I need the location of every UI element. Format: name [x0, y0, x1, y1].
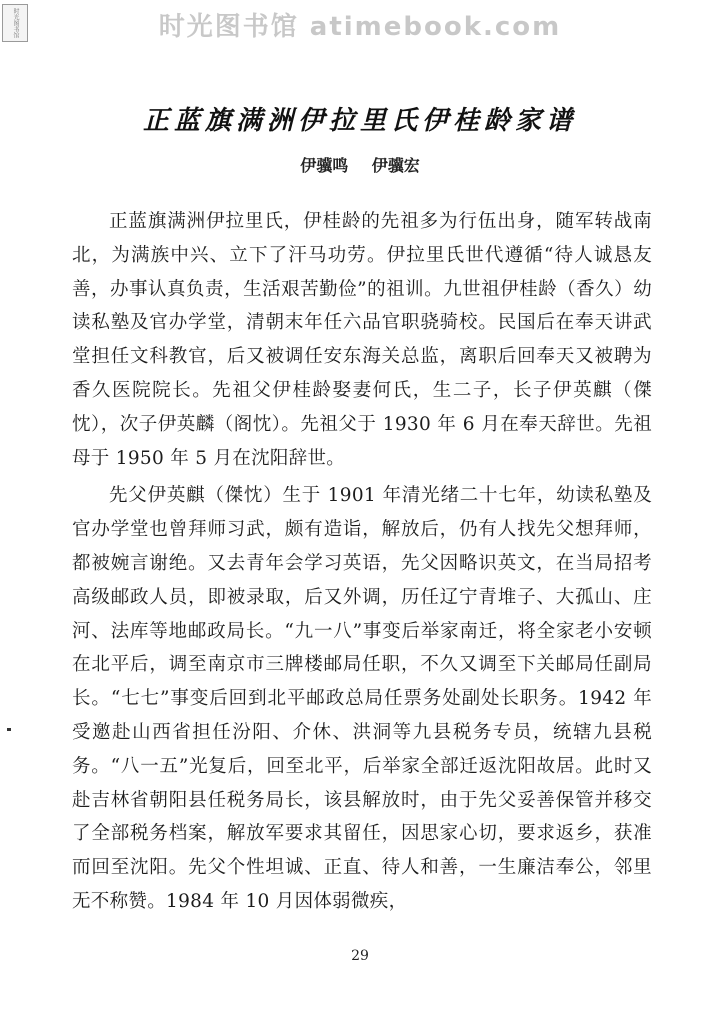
page-number: 29: [351, 948, 369, 964]
watermark-text: 时光图书馆 atimebook.com: [158, 12, 562, 42]
page-title: 正蓝旗满洲伊拉里氏伊桂龄家谱: [142, 106, 577, 137]
paragraph: 先父伊英麒（傑忱）生于 1901 年清光绪二十七年，幼读私塾及官办学堂也曾拜师习武，颇有造诣，解放后，仍有人找先父想拜师，都被婉言谢绝。又去青年会学习英语，先父因略识英文，在当局招考高级邮政人员，即被录取，后又外调，历任辽宁青堆子、大孤山、庄河、法库等地邮政局长。“九一八”事变后举家南迁，将全家老小安顿在北平后，调至南京市三牌楼邮局任职，不久又调至下关邮局任副局长。“七七”事变后回到北平邮政总局任票务处副处长职务。1942 年受邀赴山西省担任汾阳、介休、洪洞等九县税务专员，统辖九县税务。“八一五”光复后，回至北平，后举家全部迁返沈阳故居。此时又赴吉林省朝阳县任税务局长，该县解放时，由于先父妥善保管并移交了全部税务档案，解放军要求其留任，因思家心切，要求返乡，获准而回至沈阳。先父个性坦诚、正直、待人和善，一生廉洁奉公，邻里无不称赞。1984 年 10 月因体弱微疾，: [72, 485, 652, 912]
author-name: 伊骥鸣: [300, 156, 349, 175]
watermark-bar: [0, 0, 720, 48]
paragraph: 正蓝旗满洲伊拉里氏，伊桂龄的先祖多为行伍出身，随军转战南北，为满族中兴、立下了汗马功劳。伊拉里氏世代遵循“待人诚恳友善，办事认真负责，生活艰苦勤俭”的祖训。九世祖伊桂龄（香久）幼读私塾及官办学堂，清朝末年任六品官职骁骑校。民国后在奉天讲武堂担任文科教官，后又被调任安东海关总监，离职后回奉天又被聘为香久医院院长。先祖父伊桂龄娶妻何氏，生二子，长子伊英麒（傑忱），次子伊英麟（阁忱）。先祖父于 1930 年 6 月在奉天辞世。先祖母于 1950 年 5 月在沈阳辞世。: [72, 211, 652, 469]
author-name: 伊骥宏: [371, 156, 420, 175]
authors: [0, 153, 720, 176]
scan-mark: [7, 728, 11, 731]
body-text: [72, 205, 652, 919]
watermark-logo-text: 时光图书馆: [12, 8, 19, 38]
